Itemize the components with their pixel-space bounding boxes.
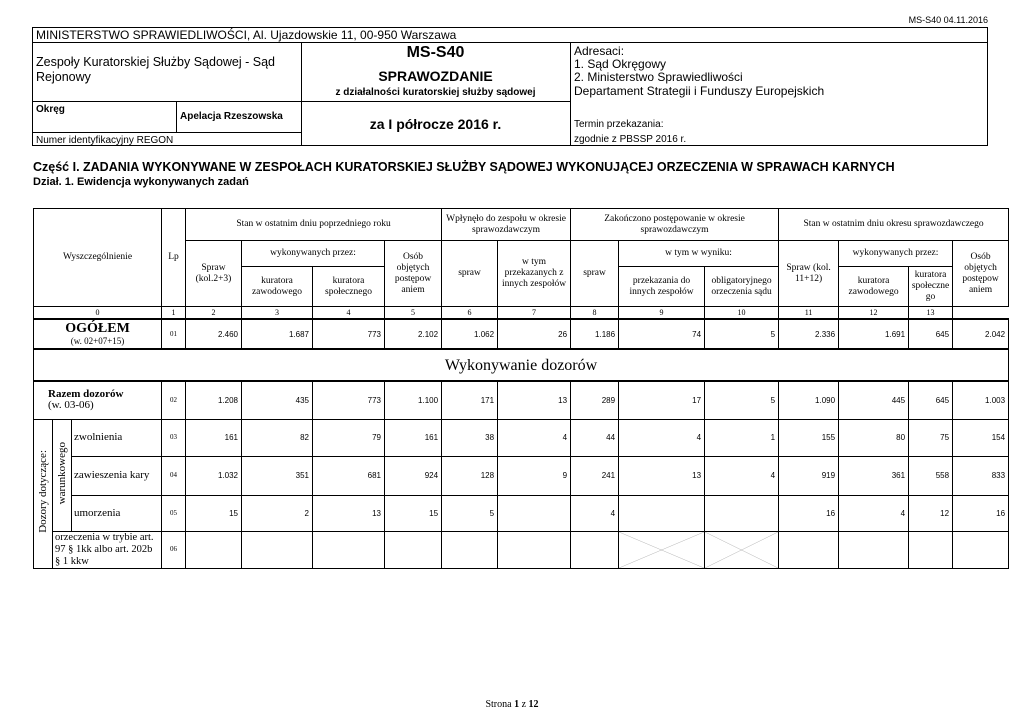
section-heading: Wykonywanie dozorów <box>34 349 1009 381</box>
table-cell: 161 <box>385 419 442 456</box>
table-cell: 351 <box>242 456 313 495</box>
header-kur-zaw-end: kuratora zawodowego <box>839 267 909 307</box>
header-group-start: Stan w ostatnim dniu poprzedniego roku <box>186 209 442 241</box>
recipient-2-dept: Departament Strategii i Funduszy Europejskich <box>574 84 825 98</box>
table-row <box>34 456 1009 495</box>
table-row <box>34 381 1009 419</box>
header-kur-zaw-start: kuratora zawodowego <box>242 267 313 307</box>
reporting-unit: Zespoły Kuratorskiej Służby Sądowej - Sąd Rejonowy <box>36 55 276 84</box>
table-cell: 17 <box>619 381 705 419</box>
page-footer <box>0 699 1024 710</box>
report-header <box>32 27 988 146</box>
table-row <box>34 531 1009 568</box>
crossed-cell-icon <box>705 532 778 568</box>
table-cell: 1.687 <box>242 319 313 349</box>
table-cell: 154 <box>953 419 1009 456</box>
header-kur-spol-start: kuratora społecznego <box>313 267 385 307</box>
table-cell: 79 <box>313 419 385 456</box>
table-cell: 13 <box>619 456 705 495</box>
table-cell: 681 <box>313 456 385 495</box>
table-cell: 361 <box>839 456 909 495</box>
recipients-label: Adresaci: <box>574 44 625 58</box>
page-total: 12 <box>528 699 539 710</box>
header-executed-by: wykonywanych przez: <box>242 241 385 267</box>
disabled-cell <box>619 531 705 568</box>
okreg-value: Apelacja Rzeszowska <box>180 111 283 122</box>
table-cell: 4 <box>571 495 619 531</box>
crossed-cell-icon <box>619 532 704 568</box>
col-number: 12 <box>839 307 909 320</box>
okreg-label: Okręg <box>36 104 65 115</box>
table-cell: 1.062 <box>442 319 498 349</box>
page-mid: z <box>519 699 529 710</box>
section-subtitle: Dział. 1. Ewidencja wykonywanych zadań <box>33 176 249 188</box>
header-przek-in: w tym przekazanych z innych zespołów <box>498 241 571 307</box>
recipient-1: 1. Sąd Okręgowy <box>574 57 667 71</box>
table-cell: 919 <box>779 456 839 495</box>
table-cell <box>571 531 619 568</box>
form-code: MS-S40 04.11.2016 <box>908 15 988 25</box>
header-group-end: Stan w ostatnim dniu okresu sprawozdawczego <box>779 209 1009 241</box>
header-osob-start: Osób objętych postępow aniem <box>385 241 442 307</box>
table-cell: 1 <box>705 419 779 456</box>
table-cell: 15 <box>186 495 242 531</box>
table-cell: 5 <box>705 319 779 349</box>
table-cell: 4 <box>705 456 779 495</box>
table-cell <box>385 531 442 568</box>
header-lp: Lp <box>162 209 186 307</box>
table-row-total <box>34 319 1009 349</box>
table-cell <box>909 531 953 568</box>
table-cell: 75 <box>909 419 953 456</box>
table-cell: 4 <box>619 419 705 456</box>
header-sprawy-end: Spraw (kol. 11+12) <box>779 241 839 307</box>
table-cell: 9 <box>498 456 571 495</box>
table-cell: 155 <box>779 419 839 456</box>
table-cell <box>779 531 839 568</box>
table-cell: 13 <box>498 381 571 419</box>
table-cell: 161 <box>186 419 242 456</box>
table-cell: 171 <box>442 381 498 419</box>
table-cell: 2 <box>242 495 313 531</box>
total-sub: (w. 02+07+15) <box>70 335 125 346</box>
row-lp: 03 <box>162 419 186 456</box>
table-cell: 773 <box>313 319 385 349</box>
header-spraw-in: spraw <box>442 241 498 307</box>
col-number: 9 <box>619 307 705 320</box>
table-cell <box>498 531 571 568</box>
table-cell: 1.090 <box>779 381 839 419</box>
table-cell: 4 <box>498 419 571 456</box>
header-sprawy-start: Spraw (kol.2+3) <box>186 241 242 307</box>
table-cell: 12 <box>909 495 953 531</box>
col-number: 3 <box>242 307 313 320</box>
tasks-table <box>33 208 1009 569</box>
table-cell: 74 <box>619 319 705 349</box>
table-cell: 16 <box>953 495 1009 531</box>
table-cell: 645 <box>909 381 953 419</box>
table-cell: 924 <box>385 456 442 495</box>
header-description: Wyszczególnienie <box>34 209 162 307</box>
row-lp: 02 <box>162 381 186 419</box>
header-spraw-done: spraw <box>571 241 619 307</box>
page-number: 1 <box>514 699 520 710</box>
header-przek-done: przekazania do innych zespołów <box>619 267 705 307</box>
table-cell: 1.032 <box>186 456 242 495</box>
table-cell: 289 <box>571 381 619 419</box>
row-lp: 04 <box>162 456 186 495</box>
header-oblig-done: obligatoryjnego orzeczenia sądu <box>705 267 779 307</box>
col-number: 8 <box>571 307 619 320</box>
col-number: 10 <box>705 307 779 320</box>
table-cell <box>498 495 571 531</box>
page-prefix: Strona <box>485 699 515 710</box>
table-cell: 13 <box>313 495 385 531</box>
report-title: SPRAWOZDANIE <box>378 68 493 84</box>
header-as-result: w tym w wyniku: <box>619 241 779 267</box>
table-cell: 833 <box>953 456 1009 495</box>
header-group-done: Zakończono postępowanie w okresie sprawozdawczym <box>571 209 779 241</box>
table-cell: 82 <box>242 419 313 456</box>
row-lp: 01 <box>162 319 186 349</box>
table-cell: 1.100 <box>385 381 442 419</box>
col-number: 2 <box>186 307 242 320</box>
col-number: 6 <box>442 307 498 320</box>
table-cell <box>839 531 909 568</box>
table-cell: 38 <box>442 419 498 456</box>
col-number: 11 <box>779 307 839 320</box>
table-cell <box>313 531 385 568</box>
table-cell: 1.691 <box>839 319 909 349</box>
table-cell: 558 <box>909 456 953 495</box>
table-cell: 1.186 <box>571 319 619 349</box>
row-label: umorzenia <box>72 495 162 531</box>
side-inner-text: warunkowego <box>55 441 68 505</box>
table-cell: 5 <box>705 381 779 419</box>
table-cell: 128 <box>442 456 498 495</box>
table-cell: 4 <box>839 495 909 531</box>
row-lp: 05 <box>162 495 186 531</box>
table-cell: 241 <box>571 456 619 495</box>
deadline-label: Termin przekazania: <box>574 119 664 130</box>
regon-label: Numer identyfikacyjny REGON <box>36 135 174 146</box>
report-period: za I półrocze 2016 r. <box>369 116 502 132</box>
table-row <box>34 495 1009 531</box>
total-label: OGÓŁEM <box>65 320 130 336</box>
table-cell: 2.336 <box>779 319 839 349</box>
row-label: zwolnienia <box>72 419 162 456</box>
row-label: zawieszenia kary <box>72 456 162 495</box>
table-cell: 15 <box>385 495 442 531</box>
table-cell <box>619 495 705 531</box>
deadline-value: zgodnie z PBSSP 2016 r. <box>574 134 687 145</box>
section-title: Część I. ZADANIA WYKONYWANE W ZESPOŁACH KURATORSKIEJ SŁUŻBY SĄDOWEJ WYKONUJĄCEJ ORZECZENIA W SPRAWACH KARNYCH <box>33 160 895 174</box>
disabled-cell <box>705 531 779 568</box>
row-lp: 06 <box>162 531 186 568</box>
side-label-outer <box>34 419 53 568</box>
table-cell: 2.460 <box>186 319 242 349</box>
table-cell: 445 <box>839 381 909 419</box>
table-cell <box>186 531 242 568</box>
table-cell: 16 <box>779 495 839 531</box>
table-cell <box>705 495 779 531</box>
col-number: 4 <box>313 307 385 320</box>
table-cell: 435 <box>242 381 313 419</box>
table-cell <box>242 531 313 568</box>
col-number: 1 <box>162 307 186 320</box>
row-label: orzeczenia w trybie art. 97 § 1kk albo art. 202b § 1 kkw <box>53 531 162 568</box>
table-cell: 44 <box>571 419 619 456</box>
table-cell <box>442 531 498 568</box>
total-label-cell <box>34 319 162 349</box>
razem-label: Razem dozorów <box>48 388 124 401</box>
table-cell: 2.102 <box>385 319 442 349</box>
col-number: 13 <box>909 307 953 320</box>
header-osob-end: Osób objętych postępow aniem <box>953 241 1009 307</box>
table-cell: 2.042 <box>953 319 1009 349</box>
header-executed-by-end: wykonywanych przez: <box>839 241 953 267</box>
table-cell: 645 <box>909 319 953 349</box>
form-title: MS-S40 <box>406 44 465 61</box>
header-kur-spol-end: kuratora społeczne go <box>909 267 953 307</box>
ministry-address: MINISTERSTWO SPRAWIEDLIWOŚCI, Al. Ujazdowskie 11, 00-950 Warszawa <box>36 28 457 42</box>
razem-label-cell <box>34 381 162 419</box>
header-group-in: Wpłynęło do zespołu w okresie sprawozdawczym <box>442 209 571 241</box>
razem-sub: (w. 03-06) <box>48 399 94 412</box>
side-outer-text: Dozory dotyczące: <box>36 450 49 533</box>
table-cell: 1.003 <box>953 381 1009 419</box>
side-label-inner <box>53 419 72 531</box>
col-number: 0 <box>34 307 162 320</box>
table-cell: 26 <box>498 319 571 349</box>
table-row <box>34 419 1009 456</box>
recipient-2: 2. Ministerstwo Sprawiedliwości <box>574 70 743 84</box>
table-cell: 1.208 <box>186 381 242 419</box>
table-cell <box>953 531 1009 568</box>
table-cell: 80 <box>839 419 909 456</box>
table-cell: 5 <box>442 495 498 531</box>
report-subtitle: z działalności kuratorskiej służby sądowej <box>335 87 536 98</box>
col-number: 7 <box>498 307 571 320</box>
table-cell: 773 <box>313 381 385 419</box>
col-number: 5 <box>385 307 442 320</box>
